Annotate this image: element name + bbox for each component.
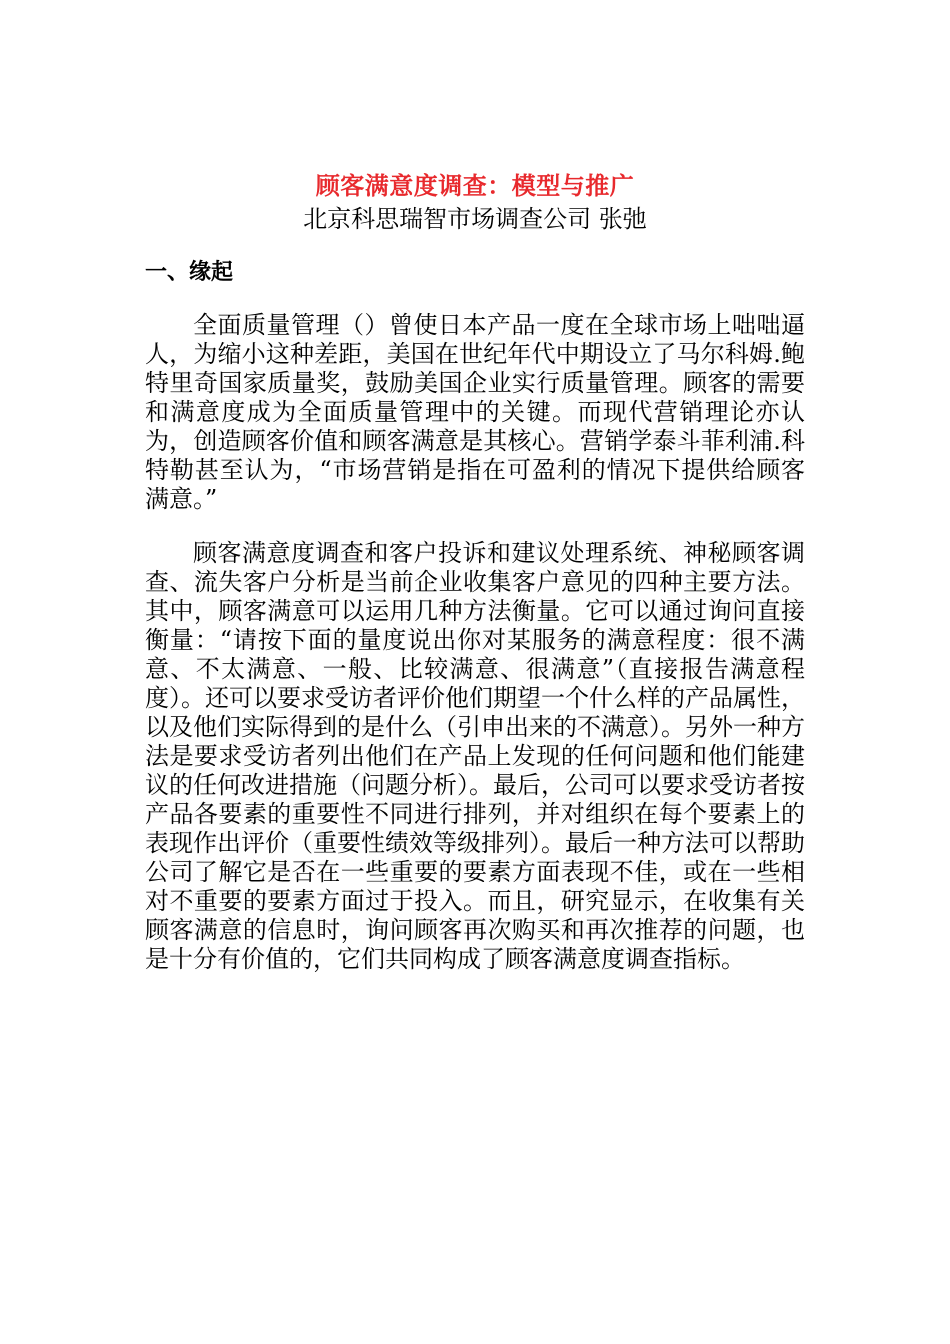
section-heading: 一、缘起	[145, 260, 234, 285]
body-paragraph-1: 全面质量管理（）曾使日本产品一度在全球市场上咄咄逼人，为缩小这种差距，美国在世纪年代中期设立了马尔科姆.鲍特里奇国家质量奖，鼓励美国企业实行质量管理。顾客的需要和满意度成为全面质量管理中的关键。而现代营销理论亦认为，创造顾客价值和顾客满意是其核心。营销学泰斗菲利浦.科特勒甚至认为，“市场营销是指在可盈利的情况下提供给顾客满意。”	[145, 311, 805, 513]
document-author: 北京科思瑞智市场调查公司 张弛	[303, 205, 647, 233]
document-title: 顾客满意度调查：模型与推广	[315, 172, 635, 200]
body-paragraph-2: 顾客满意度调查和客户投诉和建议处理系统、神秘顾客调查、流失客户分析是当前企业收集客户意见的四种主要方法。其中，顾客满意可以运用几种方法衡量。它可以通过询问直接衡量：“请按下面的量度说出你对某服务的满意程度：很不满意、不太满意、一般、比较满意、很满意”（直接报告满意程度）。还可以要求受访者评价他们期望一个什么样的产品属性，以及他们实际得到的是什么（引申出来的不满意）。另外一种方法是要求受访者列出他们在产品上发现的任何问题和他们能建议的任何改进措施（问题分析）。最后，公司可以要求受访者按产品各要素的重要性不同进行排列，并对组织在每个要素上的表现作出评价（重要性绩效等级排列）。最后一种方法可以帮助公司了解它是否在一些重要的要素方面表现不佳，或在一些相对不重要的要素方面过于投入。而且，研究显示，在收集有关顾客满意的信息时，询问顾客再次购买和再次推荐的问题，也是十分有价值的，它们共同构成了顾客满意度调查指标。	[145, 539, 805, 973]
